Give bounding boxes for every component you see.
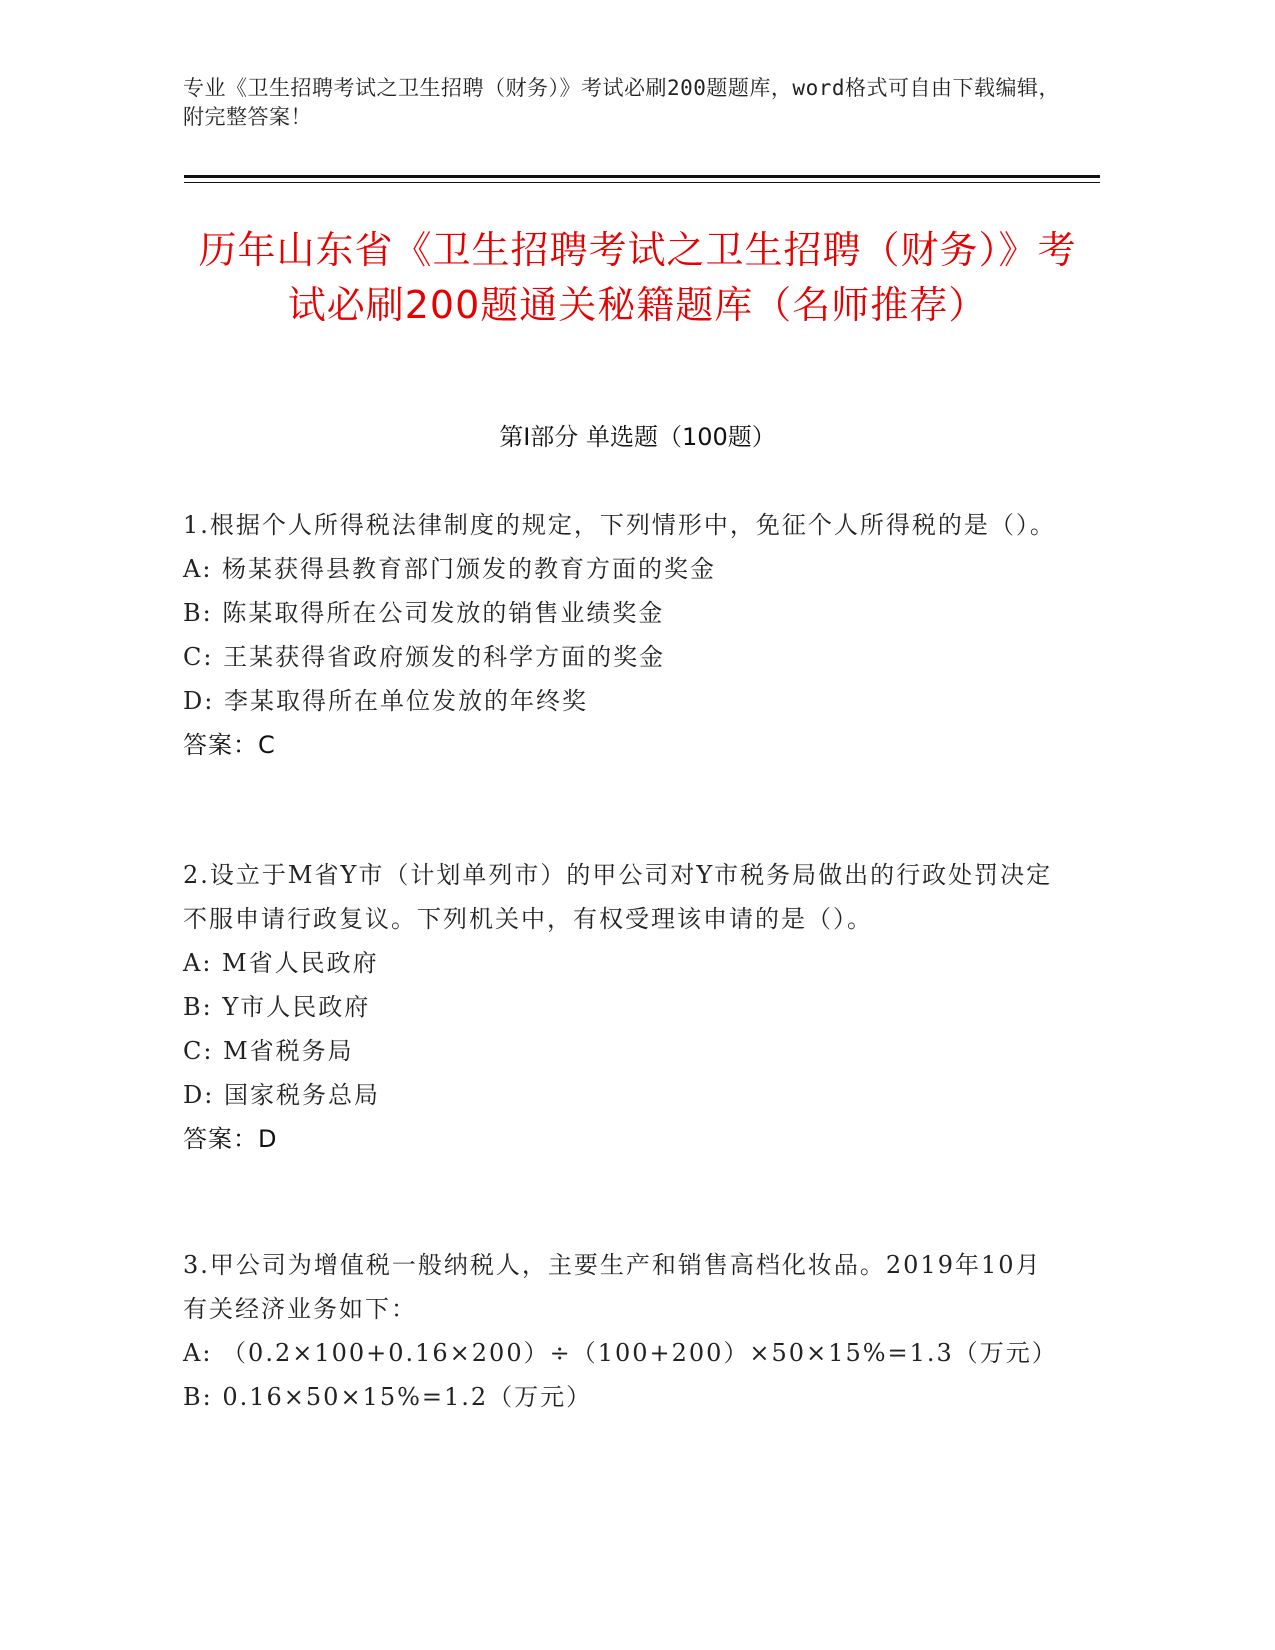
answer: 答案：C bbox=[183, 731, 276, 759]
question-stem: 3.甲公司为增值税一般纳税人，主要生产和销售高档化妆品。2019年10月有关经济业务如下： bbox=[183, 1251, 1042, 1323]
question-stem: 1.根据个人所得税法律制度的规定，下列情形中，免征个人所得税的是（）。 bbox=[183, 511, 1056, 539]
option-d: D: 李某取得所在单位发放的年终奖 bbox=[183, 687, 588, 715]
option-b: B: 陈某取得所在公司发放的销售业绩奖金 bbox=[183, 599, 665, 627]
answer: 答案：D bbox=[183, 1125, 278, 1153]
header-rule-thin bbox=[184, 182, 1100, 183]
option-c: C: 王某获得省政府颁发的科学方面的奖金 bbox=[183, 643, 666, 671]
option-a: A: M省人民政府 bbox=[183, 949, 379, 977]
option-c: C: M省税务局 bbox=[183, 1037, 354, 1065]
question-stem: 2.设立于M省Y市（计划单列市）的甲公司对Y市税务局做出的行政处罚决定不服申请行政复议。下列机关中，有权受理该申请的是（）。 bbox=[183, 861, 1053, 933]
header-note: 专业《卫生招聘考试之卫生招聘（财务）》考试必刷200题题库，word格式可自由下载编辑，附完整答案！ bbox=[183, 76, 1060, 129]
option-b: B: 0.16×50×15%=1.2（万元） bbox=[183, 1383, 593, 1411]
option-a: A: （0.2×100+0.16×200）÷（100+200）×50×15%=1.3（万元） bbox=[183, 1339, 1058, 1367]
question-2 bbox=[183, 853, 1063, 1161]
question-3 bbox=[183, 1243, 1063, 1419]
option-d: D: 国家税务总局 bbox=[183, 1081, 380, 1109]
header-rule-thick bbox=[184, 175, 1100, 178]
document-title: 历年山东省《卫生招聘考试之卫生招聘（财务）》考试必刷200题通关秘籍题库（名师推荐） bbox=[198, 228, 1077, 327]
question-1 bbox=[183, 503, 1063, 767]
option-b: B: Y市人民政府 bbox=[183, 993, 371, 1021]
section-title: 第Ⅰ部分 单选题（100题） bbox=[499, 423, 776, 451]
option-a: A: 杨某获得县教育部门颁发的教育方面的奖金 bbox=[183, 555, 717, 583]
